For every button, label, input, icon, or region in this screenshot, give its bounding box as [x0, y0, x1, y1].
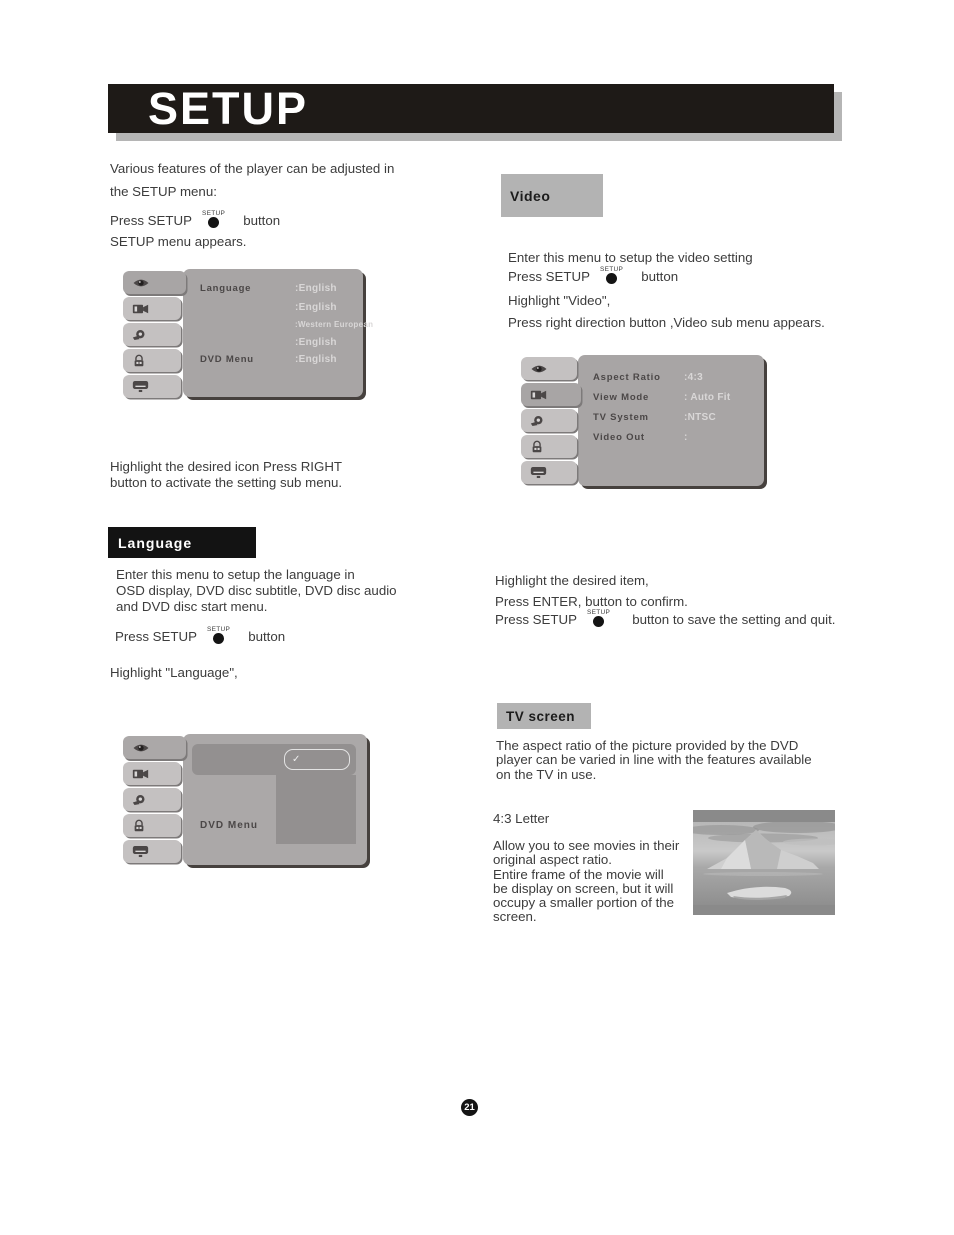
- setup-button-label: SETUP: [207, 626, 231, 633]
- description-line: OSD display, DVD disc subtitle, DVD disc audio: [116, 583, 397, 598]
- press-setup-text: button: [243, 213, 281, 228]
- section-title: Video: [510, 187, 551, 204]
- menu-row: [183, 354, 363, 367]
- tab-audio: [123, 323, 181, 346]
- menu-row-label: Video Out: [593, 432, 645, 443]
- video-section-header: [501, 174, 603, 217]
- intro-line: Various features of the player can be adjusted in: [110, 161, 395, 176]
- menu-row-label: Aspect Ratio: [593, 372, 661, 383]
- lock-icon: [132, 819, 146, 833]
- display-icon: [530, 466, 547, 479]
- language-section-header: [108, 527, 256, 558]
- press-right-text: Press right direction button ,Video sub menu appears.: [508, 315, 825, 330]
- press-setup-text: button: [248, 629, 286, 644]
- menu-row-label: View Mode: [593, 392, 650, 403]
- menu-row: [578, 432, 764, 445]
- language-description: [116, 567, 397, 615]
- description-line: occupy a smaller portion of the: [493, 895, 675, 911]
- setup-button-dot-icon: [213, 633, 224, 644]
- highlight-video-text: Highlight "Video",: [508, 293, 611, 308]
- eye-icon: [530, 364, 548, 374]
- menu-row-label: DVD Menu: [200, 354, 254, 365]
- aspect-mode-description: [493, 839, 679, 925]
- tv-screen-description: [496, 739, 812, 782]
- language-submenu-screenshot: [122, 731, 368, 868]
- description-line: be display on screen, but it will: [493, 880, 674, 896]
- page-title: SETUP: [148, 83, 309, 134]
- setup-button-dot-icon: [593, 616, 604, 627]
- menu-row-value: :English: [295, 354, 337, 365]
- press-setup-save-instruction: [495, 609, 835, 627]
- audio-icon: [132, 329, 147, 341]
- menu-row-value: :English: [295, 337, 337, 348]
- press-setup-text: button: [641, 269, 679, 284]
- setup-button-icon: [207, 626, 230, 644]
- tv-screen-section-header: [497, 703, 591, 729]
- tab-general: [521, 357, 577, 380]
- tab-video: [123, 297, 181, 320]
- section-title: Language: [118, 534, 193, 551]
- camera-icon: [132, 768, 149, 780]
- press-setup-instruction: [508, 266, 678, 284]
- instruction-line: button to activate the setting sub menu.: [110, 474, 343, 490]
- tab-rating: [123, 814, 181, 837]
- setup-appears-text: SETUP menu appears.: [110, 234, 247, 249]
- audio-icon: [530, 415, 545, 427]
- press-enter-text: Press ENTER, button to confirm.: [495, 594, 688, 609]
- menu-row-value: :Western European: [295, 320, 374, 329]
- press-setup-text: Press SETUP: [495, 612, 578, 627]
- setup-button-icon: [202, 210, 225, 228]
- osd-panel: [183, 734, 367, 865]
- tab-rating: [123, 349, 181, 372]
- tab-misc: [123, 375, 181, 398]
- audio-icon: [132, 794, 147, 806]
- menu-row-value: :: [684, 432, 688, 443]
- osd-panel: [183, 269, 374, 397]
- menu-row: [183, 283, 363, 296]
- lock-icon: [132, 354, 146, 368]
- press-setup-text: button to save the setting and quit.: [632, 612, 836, 627]
- osd-panel: [578, 355, 764, 486]
- tab-general: [123, 736, 186, 759]
- menu-row-value: :NTSC: [684, 412, 717, 423]
- tab-general: [123, 271, 186, 294]
- press-setup-text: Press SETUP: [115, 629, 198, 644]
- menu-row-value: :4:3: [684, 372, 703, 383]
- video-submenu-screenshot: [520, 353, 765, 489]
- value-column-band: [276, 775, 356, 844]
- section-title: TV screen: [506, 708, 576, 724]
- letterbox-example-photo: [693, 810, 835, 915]
- menu-row-label: DVD Menu: [200, 820, 258, 831]
- highlight-item-text: Highlight the desired item,: [495, 573, 649, 588]
- camera-icon: [132, 303, 149, 315]
- setup-button-dot-icon: [208, 217, 219, 228]
- menu-row-label: Language: [200, 283, 252, 294]
- tab-audio: [521, 409, 577, 432]
- tab-rating: [521, 435, 577, 458]
- description-line: player can be varied in line with the features available: [496, 752, 812, 768]
- display-icon: [132, 845, 149, 858]
- camera-icon: [530, 389, 547, 401]
- menu-row-value: :English: [295, 302, 337, 313]
- press-setup-instruction: [110, 210, 280, 228]
- eye-icon: [132, 743, 150, 753]
- highlight-icon-paragraph: [110, 459, 342, 490]
- menu-row: [578, 372, 764, 385]
- tab-video: [521, 383, 581, 406]
- lock-icon: [530, 440, 544, 454]
- intro-paragraph: [110, 157, 394, 203]
- menu-row-value: : Auto Fit: [684, 392, 731, 403]
- description-line: screen.: [493, 909, 537, 925]
- setup-button-icon: [587, 609, 610, 627]
- eye-icon: [132, 278, 150, 288]
- description-line: Enter this menu to setup the language in: [116, 567, 355, 582]
- aspect-mode-label: 4:3 Letter: [493, 811, 550, 826]
- display-icon: [132, 380, 149, 393]
- description-line: Entire frame of the movie will: [493, 866, 664, 882]
- tab-misc: [521, 461, 577, 484]
- tab-misc: [123, 840, 181, 863]
- instruction-line: Highlight the desired icon Press RIGHT: [110, 459, 343, 474]
- iceberg-image: [693, 810, 835, 915]
- menu-row: [183, 337, 363, 350]
- selected-value-box: [284, 749, 350, 770]
- check-icon: ✓: [292, 754, 301, 765]
- description-line: and DVD disc start menu.: [116, 599, 268, 614]
- menu-row: [183, 302, 363, 315]
- menu-row-label: TV System: [593, 412, 649, 423]
- video-description: Enter this menu to setup the video setting: [508, 250, 753, 265]
- language-menu-screenshot: [122, 266, 374, 398]
- setup-button-label: SETUP: [600, 266, 624, 273]
- setup-button-label: SETUP: [587, 609, 611, 616]
- setup-button-icon: [600, 266, 623, 284]
- page-number: 21: [464, 1102, 475, 1113]
- menu-row: [578, 392, 764, 405]
- press-setup-text: Press SETUP: [508, 269, 591, 284]
- press-setup-instruction: [115, 626, 285, 644]
- description-line: original aspect ratio.: [493, 852, 612, 868]
- highlight-language-text: Highlight "Language",: [110, 665, 238, 680]
- menu-row-value: :English: [295, 283, 337, 294]
- setup-button-label: SETUP: [202, 210, 226, 217]
- description-line: The aspect ratio of the picture provided by the DVD: [496, 738, 799, 753]
- menu-row: [578, 412, 764, 425]
- setup-title-bar: [108, 84, 834, 133]
- setup-button-dot-icon: [606, 273, 617, 284]
- description-line: on the TV in use.: [496, 766, 597, 782]
- description-line: Allow you to see movies in their: [493, 838, 680, 853]
- intro-line: the SETUP menu:: [110, 184, 217, 199]
- menu-row: [183, 320, 374, 333]
- press-setup-text: Press SETUP: [110, 213, 193, 228]
- tab-audio: [123, 788, 181, 811]
- tab-video: [123, 762, 181, 785]
- page-number-badge: [461, 1099, 478, 1116]
